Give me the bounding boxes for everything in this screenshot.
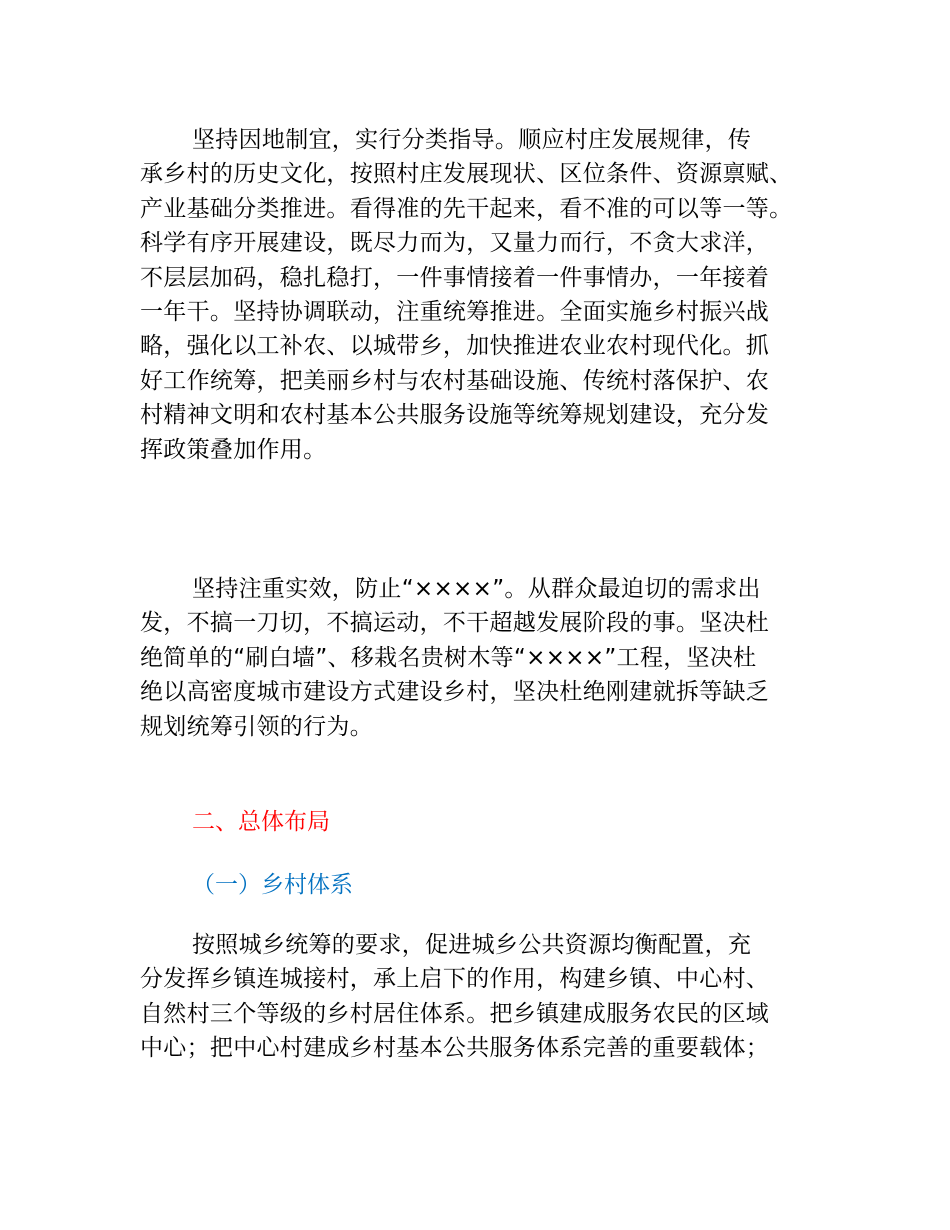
paragraph-line: 不层层加码，稳扎稳打，一件事情接着一件事情办，一年接着 [140, 264, 770, 291]
paragraph-line: 绝以高密度城市建设方式建设乡村，坚决杜绝刚建就拆等缺乏 [140, 679, 770, 706]
paragraph-rural-system [140, 928, 830, 1066]
paragraph-line: 一年干。坚持协调联动，注重统筹推进。全面实施乡村振兴战 [140, 299, 770, 326]
paragraph-line: 挥政策叠加作用。 [140, 436, 327, 463]
paragraph-line: 略，强化以工补农、以城带乡，加快推进农业农村现代化。抓 [140, 333, 770, 360]
paragraph-line: 自然村三个等级的乡村居住体系。把乡镇建成服务农民的区域 [140, 1000, 770, 1027]
paragraph-line: 中心；把中心村建成乡村基本公共服务体系完善的重要载体； [140, 1035, 770, 1062]
paragraph-line: 坚持因地制宜，实行分类指导。顺应村庄发展规律，传 [192, 127, 752, 153]
paragraph-line: 科学有序开展建设，既尽力而为，又量力而行，不贪大求洋， [140, 230, 770, 257]
section-heading: 二、总体布局 [192, 809, 330, 835]
paragraph-principle-practical-results [140, 572, 830, 744]
paragraph-line: 承乡村的历史文化，按照村庄发展现状、区位条件、资源禀赋、 [140, 161, 793, 188]
paragraph-principle-local-conditions [140, 123, 830, 467]
paragraph-line: 好工作统筹，把美丽乡村与农村基础设施、传统村落保护、农 [140, 367, 770, 394]
paragraph-line: 产业基础分类推进。看得准的先干起来，看不准的可以等一等。 [140, 195, 793, 222]
subsection-heading: （一）乡村体系 [192, 872, 353, 898]
paragraph-line: 规划统筹引领的行为。 [140, 713, 373, 740]
paragraph-line: 村精神文明和农村基本公共服务设施等统筹规划建设，充分发 [140, 402, 770, 429]
paragraph-line: 发，不搞一刀切，不搞运动，不干超越发展阶段的事。坚决杜 [140, 610, 770, 637]
paragraph-line: 分发挥乡镇连城接村，承上启下的作用，构建乡镇、中心村、 [140, 966, 770, 993]
paragraph-line: 坚持注重实效，防止“××××”。从群众最迫切的需求出 [192, 576, 761, 602]
paragraph-line: 绝简单的“刷白墙”、移栽名贵树木等“××××”工程，坚决杜 [140, 644, 757, 671]
paragraph-line: 按照城乡统筹的要求，促进城乡公共资源均衡配置，充 [192, 932, 752, 958]
